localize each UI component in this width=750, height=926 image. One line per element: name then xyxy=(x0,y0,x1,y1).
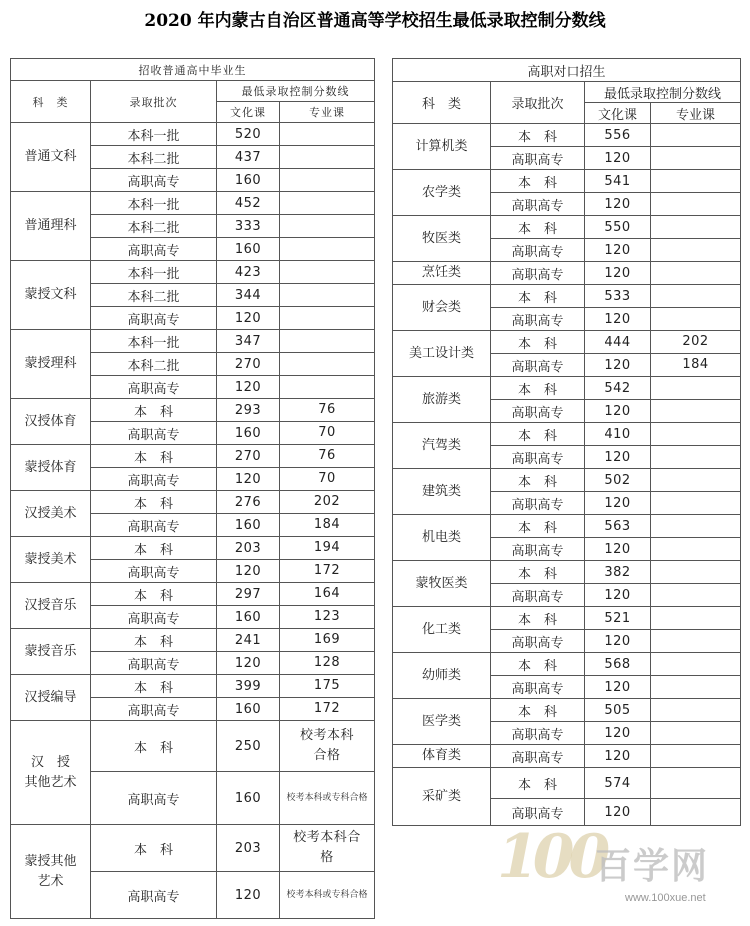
major-score-cell xyxy=(651,308,741,331)
category-cell: 汉授编导 xyxy=(11,675,91,721)
watermark-url: www.100xue.net xyxy=(625,892,706,904)
table-row xyxy=(11,123,375,146)
batch-cell: 高职高专 xyxy=(91,468,217,491)
culture-score-cell: 250 xyxy=(217,721,280,772)
section-title-row xyxy=(393,59,741,82)
category-cell: 蒙授理科 xyxy=(11,330,91,399)
category-cell: 汉授美术 xyxy=(11,491,91,537)
table-row xyxy=(393,561,741,584)
major-score-cell: 175 xyxy=(280,675,375,698)
table-row xyxy=(11,721,375,772)
category-cell: 财会类 xyxy=(393,285,491,331)
table-row xyxy=(11,825,375,872)
category-cell: 机电类 xyxy=(393,515,491,561)
table-row xyxy=(11,537,375,560)
culture-score-cell: 203 xyxy=(217,537,280,560)
culture-score-cell: 423 xyxy=(217,261,280,284)
page-title: 2020 年内蒙古自治区普通高等学校招生最低录取控制分数线 xyxy=(144,11,606,31)
table-row xyxy=(11,491,375,514)
major-score-cell: 70 xyxy=(280,468,375,491)
major-score-cell xyxy=(651,469,741,492)
major-score-cell: 123 xyxy=(280,606,375,629)
header-row xyxy=(11,81,375,102)
batch-cell: 高职高专 xyxy=(491,745,585,768)
culture-score-cell: 120 xyxy=(217,652,280,675)
major-score-cell: 128 xyxy=(280,652,375,675)
batch-cell: 高职高专 xyxy=(491,584,585,607)
category-cell: 采矿类 xyxy=(393,768,491,826)
category-cell: 旅游类 xyxy=(393,377,491,423)
batch-cell: 本 科 xyxy=(491,515,585,538)
culture-score-cell: 120 xyxy=(217,560,280,583)
major-score-cell xyxy=(651,768,741,799)
category-cell: 普通理科 xyxy=(11,192,91,261)
culture-score-cell: 120 xyxy=(585,446,651,469)
table-row xyxy=(393,515,741,538)
category-cell: 汉 授 其他艺术 xyxy=(11,721,91,825)
major-score-cell xyxy=(651,124,741,147)
section-title: 高职对口招生 xyxy=(393,59,741,82)
culture-score-cell: 550 xyxy=(585,216,651,239)
culture-score-cell: 120 xyxy=(217,307,280,330)
batch-cell: 本科一批 xyxy=(91,192,217,215)
major-score-cell: 76 xyxy=(280,445,375,468)
batch-cell: 本科二批 xyxy=(91,146,217,169)
major-score-cell: 校考本科或专科合格 xyxy=(280,772,375,825)
table-row xyxy=(393,699,741,722)
culture-score-cell: 382 xyxy=(585,561,651,584)
culture-score-cell: 120 xyxy=(217,376,280,399)
batch-cell: 本 科 xyxy=(491,699,585,722)
major-score-cell xyxy=(651,239,741,262)
major-score-cell xyxy=(280,146,375,169)
batch-cell: 本 科 xyxy=(491,423,585,446)
major-score-cell: 172 xyxy=(280,560,375,583)
batch-cell: 本 科 xyxy=(491,607,585,630)
batch-cell: 本 科 xyxy=(491,285,585,308)
culture-score-cell: 120 xyxy=(585,676,651,699)
major-score-cell xyxy=(651,170,741,193)
major-score-cell: 172 xyxy=(280,698,375,721)
batch-cell: 高职高专 xyxy=(91,307,217,330)
major-score-cell xyxy=(651,446,741,469)
culture-score-cell: 270 xyxy=(217,445,280,468)
batch-cell: 本 科 xyxy=(491,216,585,239)
table-row xyxy=(393,262,741,285)
major-score-cell: 184 xyxy=(651,354,741,377)
batch-cell: 高职高专 xyxy=(91,652,217,675)
culture-score-cell: 160 xyxy=(217,698,280,721)
batch-cell: 高职高专 xyxy=(91,606,217,629)
major-score-cell xyxy=(651,699,741,722)
batch-cell: 高职高专 xyxy=(91,169,217,192)
category-cell: 蒙授文科 xyxy=(11,261,91,330)
batch-cell: 本 科 xyxy=(491,170,585,193)
section-title: 招收普通高中毕业生 xyxy=(11,59,375,81)
batch-cell: 本 科 xyxy=(491,377,585,400)
batch-cell: 本 科 xyxy=(91,675,217,698)
culture-score-cell: 120 xyxy=(217,468,280,491)
major-score-cell xyxy=(280,192,375,215)
major-score-cell xyxy=(651,400,741,423)
batch-cell: 本 科 xyxy=(91,825,217,872)
table-row xyxy=(11,445,375,468)
major-score-cell: 校考本科或专科合格 xyxy=(280,872,375,919)
major-score-cell: 202 xyxy=(651,331,741,354)
major-score-cell: 校考本科 合格 xyxy=(280,721,375,772)
culture-score-cell: 120 xyxy=(585,193,651,216)
culture-score-cell: 533 xyxy=(585,285,651,308)
culture-score-cell: 502 xyxy=(585,469,651,492)
header-category: 科 类 xyxy=(11,81,91,123)
category-cell: 农学类 xyxy=(393,170,491,216)
major-score-cell xyxy=(280,376,375,399)
table-row xyxy=(11,629,375,652)
batch-cell: 本科一批 xyxy=(91,261,217,284)
batch-cell: 本 科 xyxy=(491,768,585,799)
watermark-brand: 百学网 xyxy=(595,845,710,887)
batch-cell: 高职高专 xyxy=(491,308,585,331)
major-score-cell xyxy=(651,515,741,538)
culture-score-cell: 297 xyxy=(217,583,280,606)
major-score-cell xyxy=(651,538,741,561)
batch-cell: 高职高专 xyxy=(491,538,585,561)
batch-cell: 本 科 xyxy=(491,561,585,584)
culture-score-cell: 437 xyxy=(217,146,280,169)
batch-cell: 本 科 xyxy=(491,331,585,354)
header-batch: 录取批次 xyxy=(91,81,217,123)
major-score-cell xyxy=(280,330,375,353)
culture-score-cell: 574 xyxy=(585,768,651,799)
major-score-cell xyxy=(651,147,741,170)
culture-score-cell: 160 xyxy=(217,169,280,192)
batch-cell: 高职高专 xyxy=(91,376,217,399)
batch-cell: 本 科 xyxy=(91,445,217,468)
major-score-cell: 校考本科合 格 xyxy=(280,825,375,872)
culture-score-cell: 347 xyxy=(217,330,280,353)
batch-cell: 高职高专 xyxy=(491,492,585,515)
category-cell: 蒙授其他 艺术 xyxy=(11,825,91,919)
batch-cell: 本科二批 xyxy=(91,284,217,307)
table-row xyxy=(393,170,741,193)
category-cell: 蒙授体育 xyxy=(11,445,91,491)
major-score-cell xyxy=(651,216,741,239)
general-admission-table xyxy=(10,58,375,919)
major-score-cell: 202 xyxy=(280,491,375,514)
header-culture: 文化课 xyxy=(585,103,651,124)
table-row xyxy=(11,583,375,606)
batch-cell: 本科二批 xyxy=(91,215,217,238)
major-score-cell xyxy=(651,193,741,216)
culture-score-cell: 344 xyxy=(217,284,280,307)
culture-score-cell: 203 xyxy=(217,825,280,872)
culture-score-cell: 120 xyxy=(585,239,651,262)
major-score-cell: 70 xyxy=(280,422,375,445)
category-cell: 计算机类 xyxy=(393,124,491,170)
category-cell: 幼师类 xyxy=(393,653,491,699)
major-score-cell xyxy=(651,423,741,446)
major-score-cell: 164 xyxy=(280,583,375,606)
culture-score-cell: 120 xyxy=(585,147,651,170)
category-cell: 蒙授美术 xyxy=(11,537,91,583)
major-score-cell xyxy=(651,745,741,768)
major-score-cell xyxy=(651,285,741,308)
culture-score-cell: 120 xyxy=(585,584,651,607)
batch-cell: 高职高专 xyxy=(491,630,585,653)
table-row xyxy=(11,261,375,284)
culture-score-cell: 160 xyxy=(217,422,280,445)
batch-cell: 高职高专 xyxy=(91,772,217,825)
category-cell: 医学类 xyxy=(393,699,491,745)
batch-cell: 本 科 xyxy=(491,653,585,676)
table-row xyxy=(393,216,741,239)
category-cell: 汉授音乐 xyxy=(11,583,91,629)
batch-cell: 高职高专 xyxy=(491,239,585,262)
major-score-cell xyxy=(280,169,375,192)
batch-cell: 高职高专 xyxy=(491,354,585,377)
header-culture: 文化课 xyxy=(217,102,280,123)
header-category: 科 类 xyxy=(393,82,491,124)
category-cell: 蒙授音乐 xyxy=(11,629,91,675)
major-score-cell xyxy=(651,799,741,826)
batch-cell: 高职高专 xyxy=(91,560,217,583)
table-row xyxy=(393,124,741,147)
culture-score-cell: 120 xyxy=(585,630,651,653)
batch-cell: 高职高专 xyxy=(491,722,585,745)
batch-cell: 本 科 xyxy=(91,721,217,772)
header-major: 专业课 xyxy=(280,102,375,123)
table-row xyxy=(393,653,741,676)
batch-cell: 本科一批 xyxy=(91,330,217,353)
major-score-cell xyxy=(651,722,741,745)
batch-cell: 本 科 xyxy=(91,583,217,606)
batch-cell: 高职高专 xyxy=(491,193,585,216)
culture-score-cell: 160 xyxy=(217,606,280,629)
category-cell: 汉授体育 xyxy=(11,399,91,445)
culture-score-cell: 563 xyxy=(585,515,651,538)
culture-score-cell: 568 xyxy=(585,653,651,676)
major-score-cell: 169 xyxy=(280,629,375,652)
major-score-cell xyxy=(651,377,741,400)
major-score-cell xyxy=(280,284,375,307)
batch-cell: 高职高专 xyxy=(491,799,585,826)
batch-cell: 高职高专 xyxy=(91,872,217,919)
category-cell: 烹饪类 xyxy=(393,262,491,285)
header-score-line: 最低录取控制分数线 xyxy=(217,81,375,102)
culture-score-cell: 120 xyxy=(585,262,651,285)
header-score-line: 最低录取控制分数线 xyxy=(585,82,741,103)
category-cell: 普通文科 xyxy=(11,123,91,192)
watermark-logo-icon: 100 xyxy=(497,822,605,892)
culture-score-cell: 505 xyxy=(585,699,651,722)
table-row xyxy=(393,469,741,492)
category-cell: 建筑类 xyxy=(393,469,491,515)
batch-cell: 高职高专 xyxy=(491,262,585,285)
batch-cell: 本 科 xyxy=(91,399,217,422)
category-cell: 化工类 xyxy=(393,607,491,653)
table-row xyxy=(393,285,741,308)
major-score-cell: 184 xyxy=(280,514,375,537)
major-score-cell xyxy=(280,261,375,284)
major-score-cell xyxy=(280,215,375,238)
culture-score-cell: 120 xyxy=(585,538,651,561)
culture-score-cell: 160 xyxy=(217,772,280,825)
culture-score-cell: 120 xyxy=(217,872,280,919)
major-score-cell xyxy=(651,676,741,699)
major-score-cell xyxy=(651,607,741,630)
table-row xyxy=(393,377,741,400)
major-score-cell xyxy=(651,630,741,653)
culture-score-cell: 120 xyxy=(585,799,651,826)
culture-score-cell: 270 xyxy=(217,353,280,376)
culture-score-cell: 399 xyxy=(217,675,280,698)
culture-score-cell: 120 xyxy=(585,492,651,515)
batch-cell: 本科一批 xyxy=(91,123,217,146)
table-row xyxy=(11,399,375,422)
culture-score-cell: 521 xyxy=(585,607,651,630)
table-row xyxy=(393,607,741,630)
table-row xyxy=(11,675,375,698)
major-score-cell xyxy=(651,653,741,676)
major-score-cell xyxy=(651,492,741,515)
major-score-cell xyxy=(280,353,375,376)
site-watermark xyxy=(495,822,745,922)
batch-cell: 高职高专 xyxy=(91,698,217,721)
table-row xyxy=(393,745,741,768)
culture-score-cell: 541 xyxy=(585,170,651,193)
culture-score-cell: 241 xyxy=(217,629,280,652)
batch-cell: 高职高专 xyxy=(91,514,217,537)
culture-score-cell: 293 xyxy=(217,399,280,422)
major-score-cell: 76 xyxy=(280,399,375,422)
header-batch: 录取批次 xyxy=(491,82,585,124)
category-cell: 体育类 xyxy=(393,745,491,768)
culture-score-cell: 120 xyxy=(585,354,651,377)
section-title-row xyxy=(11,59,375,81)
major-score-cell: 194 xyxy=(280,537,375,560)
batch-cell: 高职高专 xyxy=(491,676,585,699)
batch-cell: 高职高专 xyxy=(491,446,585,469)
batch-cell: 高职高专 xyxy=(491,400,585,423)
major-score-cell xyxy=(651,584,741,607)
batch-cell: 高职高专 xyxy=(491,147,585,170)
culture-score-cell: 410 xyxy=(585,423,651,446)
table-row xyxy=(393,331,741,354)
culture-score-cell: 160 xyxy=(217,238,280,261)
header-row xyxy=(393,82,741,103)
batch-cell: 高职高专 xyxy=(91,422,217,445)
major-score-cell xyxy=(280,307,375,330)
culture-score-cell: 542 xyxy=(585,377,651,400)
batch-cell: 本科二批 xyxy=(91,353,217,376)
batch-cell: 本 科 xyxy=(491,469,585,492)
category-cell: 牧医类 xyxy=(393,216,491,262)
culture-score-cell: 120 xyxy=(585,308,651,331)
category-cell: 汽驾类 xyxy=(393,423,491,469)
batch-cell: 本 科 xyxy=(91,537,217,560)
batch-cell: 本 科 xyxy=(91,629,217,652)
culture-score-cell: 556 xyxy=(585,124,651,147)
category-cell: 蒙牧医类 xyxy=(393,561,491,607)
table-row xyxy=(393,768,741,799)
major-score-cell xyxy=(280,238,375,261)
major-score-cell xyxy=(651,561,741,584)
batch-cell: 本 科 xyxy=(491,124,585,147)
culture-score-cell: 120 xyxy=(585,722,651,745)
batch-cell: 本 科 xyxy=(91,491,217,514)
culture-score-cell: 160 xyxy=(217,514,280,537)
table-row xyxy=(11,330,375,353)
table-row xyxy=(11,192,375,215)
culture-score-cell: 520 xyxy=(217,123,280,146)
table-row xyxy=(393,423,741,446)
culture-score-cell: 120 xyxy=(585,745,651,768)
culture-score-cell: 452 xyxy=(217,192,280,215)
major-score-cell xyxy=(651,262,741,285)
culture-score-cell: 444 xyxy=(585,331,651,354)
header-major: 专业课 xyxy=(651,103,741,124)
culture-score-cell: 276 xyxy=(217,491,280,514)
major-score-cell xyxy=(280,123,375,146)
culture-score-cell: 120 xyxy=(585,400,651,423)
category-cell: 美工设计类 xyxy=(393,331,491,377)
vocational-admission-table xyxy=(392,58,741,826)
batch-cell: 高职高专 xyxy=(91,238,217,261)
culture-score-cell: 333 xyxy=(217,215,280,238)
